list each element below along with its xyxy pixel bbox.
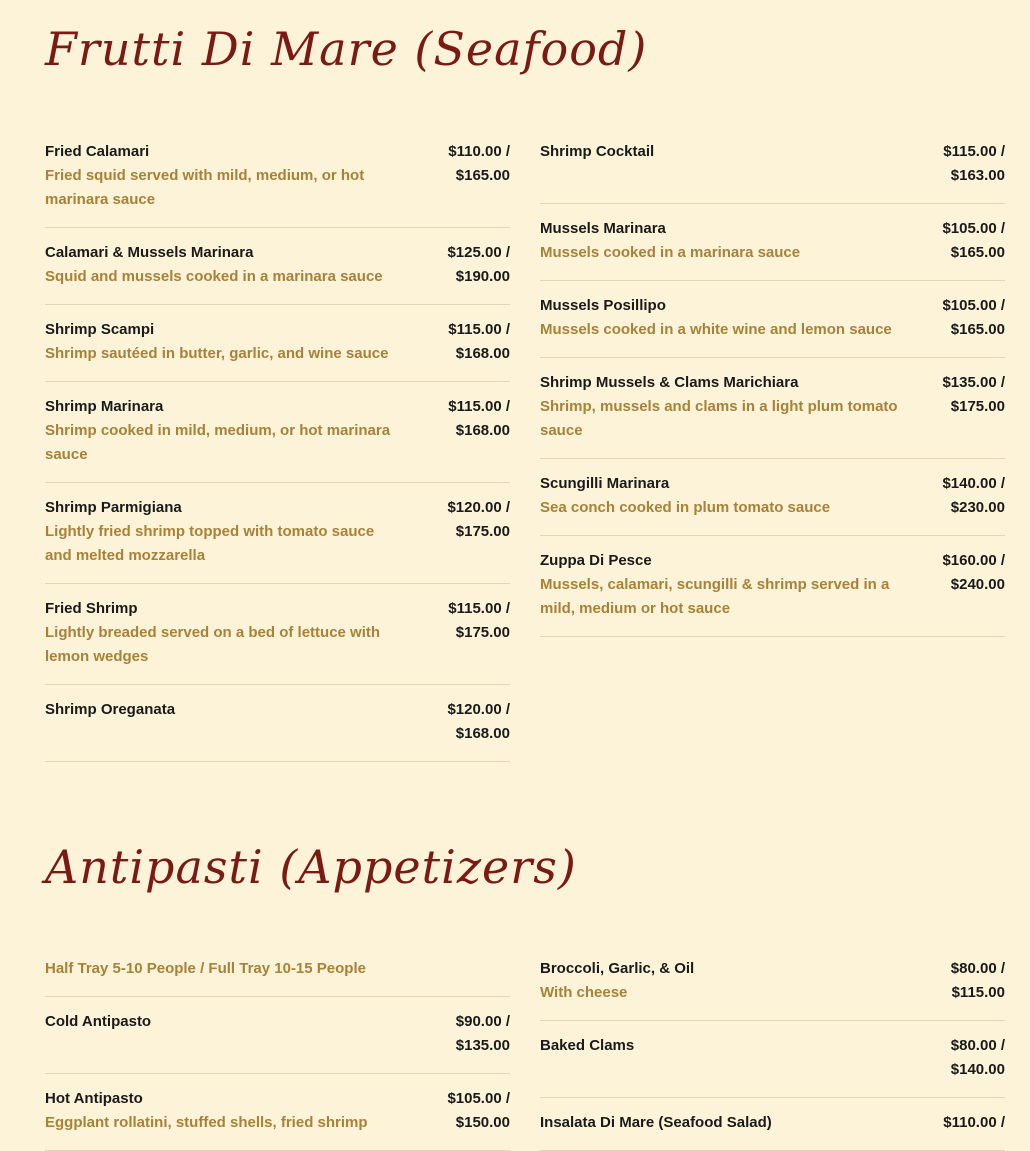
item-price: $120.00 / $168.00: [447, 701, 510, 742]
item-price: $110.00 /: [943, 1114, 1005, 1131]
menu-item: [540, 536, 1005, 637]
section-title-seafood: Frutti Di Mare (Seafood): [45, 22, 648, 76]
tray-size-note: Half Tray 5-10 People / Full Tray 10-15 People: [45, 957, 510, 997]
menu-item: [540, 957, 1005, 1021]
item-name: Shrimp Mussels & Clams Marichiara: [540, 374, 799, 391]
item-name: Hot Antipasto: [45, 1090, 143, 1107]
menu-item: [540, 358, 1005, 459]
item-name: Fried Calamari: [45, 143, 150, 160]
item-price: $115.00 / $168.00: [448, 321, 510, 362]
item-price: $105.00 / $150.00: [447, 1090, 510, 1131]
item-name: Shrimp Cocktail: [540, 143, 655, 160]
item-description: Lightly fried shrimp topped with tomato sauce and melted mozzarella: [45, 523, 375, 564]
item-description: Fried squid served with mild, medium, or hot marinara sauce: [45, 167, 365, 208]
item-price: $105.00 / $165.00: [942, 220, 1005, 261]
item-description: Shrimp, mussels and clams in a light plum tomato sauce: [540, 398, 898, 439]
section-title-antipasti: Antipasti (Appetizers): [45, 840, 577, 894]
item-price: $120.00 / $175.00: [447, 499, 510, 540]
item-name: Shrimp Marinara: [45, 398, 164, 415]
menu-item: [45, 228, 510, 305]
item-name: Mussels Marinara: [540, 220, 666, 237]
item-price: $115.00 / $168.00: [448, 398, 510, 439]
item-price: $110.00 / $165.00: [448, 143, 510, 184]
item-description: Mussels cooked in a white wine and lemon sauce: [540, 321, 892, 338]
item-description: Mussels cooked in a marinara sauce: [540, 244, 801, 261]
menu-item: [45, 584, 510, 685]
item-name: Mussels Posillipo: [540, 297, 666, 314]
item-name: Cold Antipasto: [45, 1013, 152, 1030]
item-name: Fried Shrimp: [45, 600, 138, 617]
seafood-right-column: [540, 140, 1005, 637]
menu-item: [45, 140, 510, 228]
menu-item: [45, 483, 510, 584]
menu-item: [45, 305, 510, 382]
item-price: $80.00 / $140.00: [950, 1037, 1005, 1078]
menu-item: [540, 281, 1005, 358]
menu-item: [540, 204, 1005, 281]
menu-item: [45, 382, 510, 483]
item-description: Sea conch cooked in plum tomato sauce: [540, 499, 831, 516]
menu-item: [45, 1074, 510, 1151]
item-description: Mussels, calamari, scungilli & shrimp served in a mild, medium or hot sauce: [540, 576, 890, 617]
item-description: Eggplant rollatini, stuffed shells, fried shrimp: [45, 1114, 368, 1131]
item-price: $115.00 / $163.00: [943, 143, 1005, 184]
antipasti-left-column: [45, 957, 510, 1151]
seafood-left-column: [45, 140, 510, 762]
item-name: Scungilli Marinara: [540, 475, 670, 492]
item-name: Shrimp Scampi: [45, 321, 155, 338]
item-price: $105.00 / $165.00: [942, 297, 1005, 338]
item-name: Insalata Di Mare (Seafood Salad): [540, 1114, 772, 1131]
item-description: Shrimp sautéed in butter, garlic, and wine sauce: [45, 345, 389, 362]
menu-item: [45, 685, 510, 762]
item-description: Shrimp cooked in mild, medium, or hot marinara sauce: [45, 422, 391, 463]
item-price: $160.00 / $240.00: [942, 552, 1005, 593]
item-name: Broccoli, Garlic, & Oil: [540, 960, 695, 977]
antipasti-right-column: [540, 957, 1005, 1151]
item-description: Squid and mussels cooked in a marinara sauce: [45, 268, 383, 285]
item-price: $115.00 / $175.00: [448, 600, 510, 641]
item-price: $140.00 / $230.00: [942, 475, 1005, 516]
item-name: Zuppa Di Pesce: [540, 552, 652, 569]
menu-item: [540, 459, 1005, 536]
item-name: Baked Clams: [540, 1037, 635, 1054]
item-name: Shrimp Oreganata: [45, 701, 176, 718]
item-price: $125.00 / $190.00: [447, 244, 510, 285]
item-name: Shrimp Parmigiana: [45, 499, 182, 516]
menu-item: [540, 1098, 1005, 1151]
item-price: $135.00 / $175.00: [942, 374, 1005, 415]
item-price: $90.00 / $135.00: [455, 1013, 510, 1054]
item-description: With cheese: [540, 984, 628, 1001]
item-description: Lightly breaded served on a bed of lettuce with lemon wedges: [45, 624, 381, 665]
menu-item: [540, 140, 1005, 204]
item-price: $80.00 / $115.00: [950, 960, 1005, 1001]
menu-item: [540, 1021, 1005, 1098]
item-name: Calamari & Mussels Marinara: [45, 244, 254, 261]
menu-item: [45, 997, 510, 1074]
